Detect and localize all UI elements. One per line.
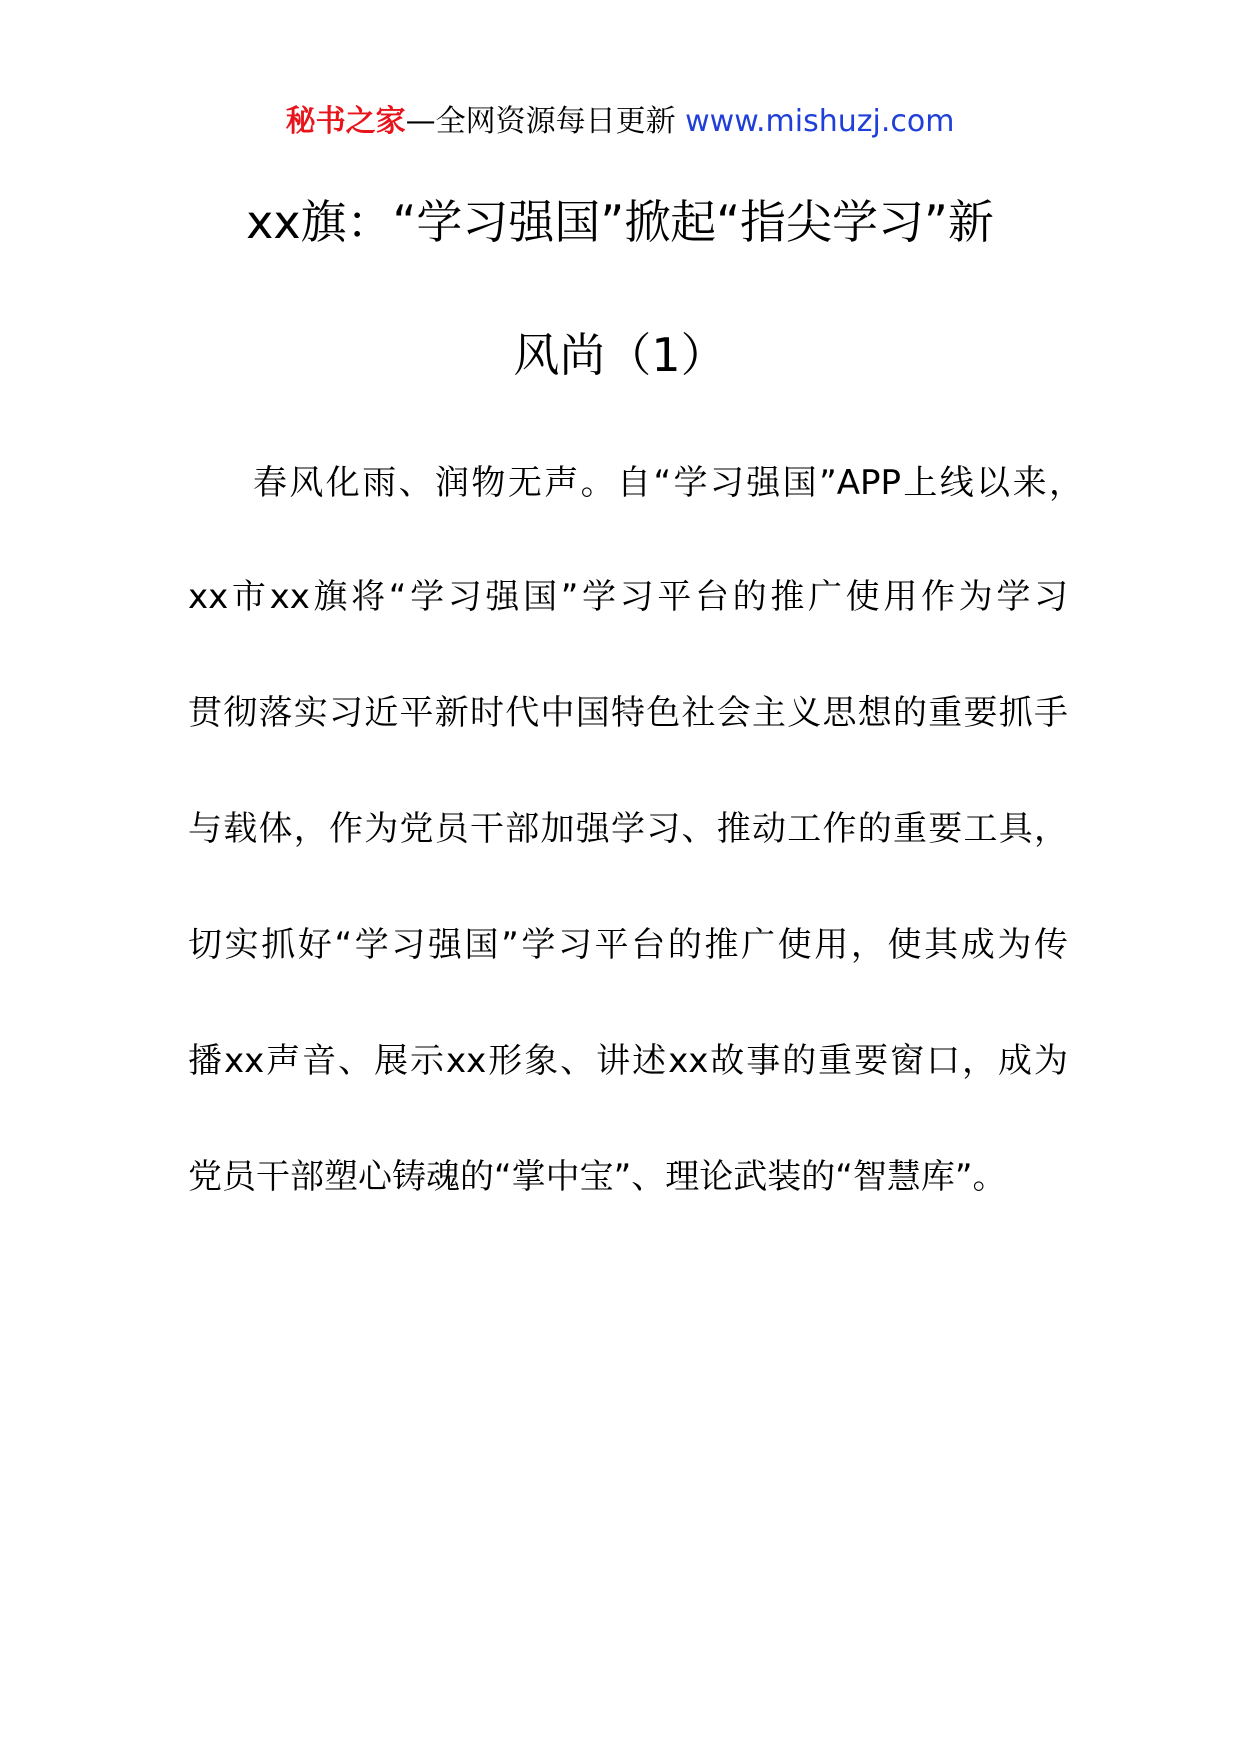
- header-slogan: —全网资源每日更新: [405, 104, 686, 139]
- body-line: 春风化雨、润物无声。自“学习强国”APP上线以来，: [253, 463, 1083, 503]
- body-line: 与载体，作为党员干部加强学习、推动工作的重要工具，: [188, 809, 1068, 849]
- body-line: xx市xx旗将“学习强国”学习平台的推广使用作为学习: [188, 577, 1068, 617]
- document-title-line-2: 风尚（1）: [513, 328, 727, 382]
- document-title-line-1: xx旗：“学习强国”掀起“指尖学习”新: [246, 195, 994, 249]
- body-line: 播xx声音、展示xx形象、讲述xx故事的重要窗口，成为: [188, 1041, 1068, 1081]
- page-header: [0, 100, 1240, 144]
- brand-name: 秘书之家: [285, 104, 406, 139]
- body-line: 切实抓好“学习强国”学习平台的推广使用，使其成为传: [188, 925, 1068, 965]
- body-line: 贯彻落实习近平新时代中国特色社会主义思想的重要抓手: [188, 693, 1068, 733]
- body-line: 党员干部塑心铸魂的“掌中宝”、理论武装的“智慧库”。: [188, 1157, 1007, 1197]
- website-link[interactable]: www.mishuzj.com: [685, 104, 955, 139]
